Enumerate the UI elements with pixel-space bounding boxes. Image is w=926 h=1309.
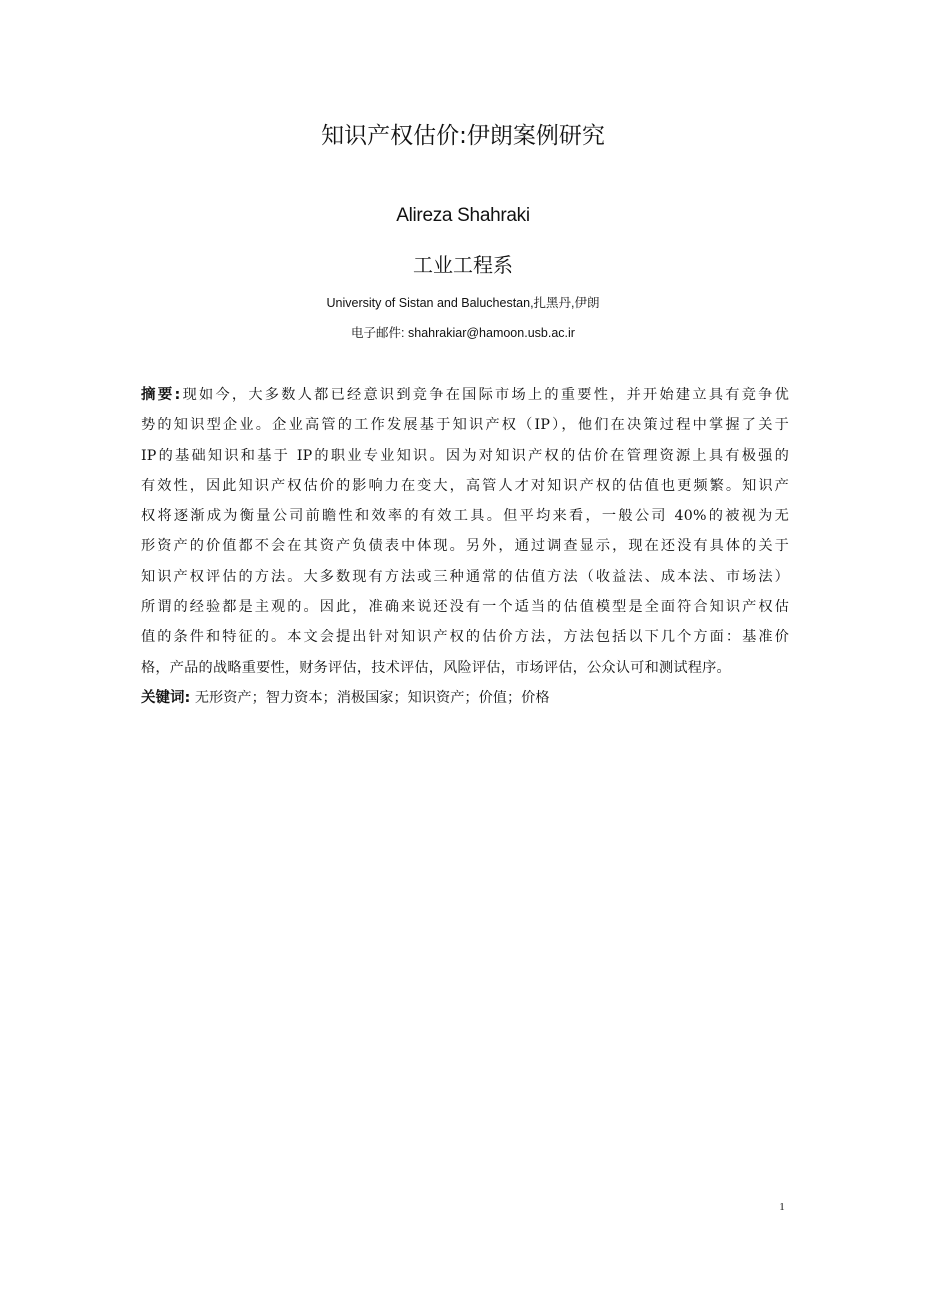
email: 电子邮件: shahrakiar@hamoon.usb.ac.ir <box>351 326 575 340</box>
abstract-line: 势的知识型企业。企业高管的工作发展基于知识产权（IP），他们在决策过程中掌握了关于 <box>141 417 789 434</box>
abstract-line: 值的条件和特征的。本文会提出针对知识产权的估价方法，方法包括以下几个方面：基准价 <box>141 629 789 646</box>
page-number: 1 <box>779 1201 785 1213</box>
abstract-line: 所谓的经验都是主观的。因此，准确来说还没有一个适当的估值模型是全面符合知识产权估 <box>141 599 789 616</box>
author-name: Alireza Shahraki <box>396 205 530 226</box>
paper-title: 知识产权估价:伊朗案例研究 <box>321 123 605 149</box>
abstract-section <box>141 380 789 713</box>
keywords-text: 无形资产；智力资本；消极国家；知识资产；价值；价格 <box>190 689 550 706</box>
keywords-line <box>141 683 789 713</box>
abstract-line: 格，产品的战略重要性，财务评估，技术评估，风险评估，市场评估，公众认可和测试程序。 <box>141 659 731 676</box>
abstract-line: 知识产权评估的方法。大多数现有方法或三种通常的估值方法（收益法、成本法、市场法） <box>141 568 789 585</box>
abstract-line: IP的基础知识和基于 IP的职业专业知识。因为对知识产权的估价在管理资源上具有极强的 <box>141 447 789 464</box>
abstract-line: 有效性，因此知识产权估价的影响力在变大，高管人才对知识产权的估值也更频繁。知识产 <box>141 477 789 494</box>
department: 工业工程系 <box>413 253 513 277</box>
keywords-label: 关键词: <box>141 689 191 706</box>
abstract-line: 形资产的价值都不会在其资产负债表中体现。另外，通过调查显示，现在还没有具体的关于 <box>141 538 789 555</box>
affiliation: University of Sistan and Baluchestan,扎黑丹,伊朗 <box>326 296 600 310</box>
abstract-line-text: 现如今，大多数人都已经意识到竞争在国际市场上的重要性，并开始建立具有竞争优 <box>180 387 789 403</box>
abstract-label: 摘要: <box>141 387 181 403</box>
abstract-line <box>141 380 789 410</box>
abstract-line: 权将逐渐成为衡量公司前瞻性和效率的有效工具。但平均来看，一般公司 40%的被视为无 <box>141 508 789 525</box>
